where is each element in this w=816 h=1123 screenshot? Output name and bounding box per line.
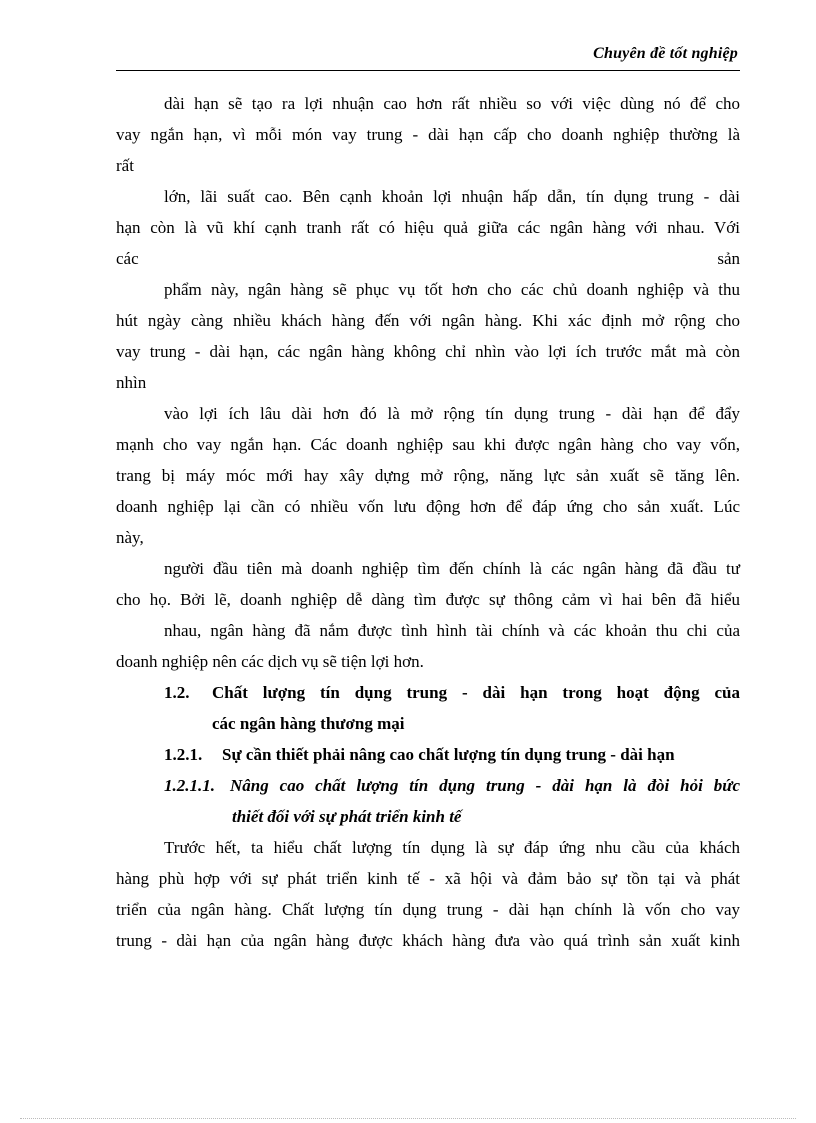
heading-text: Chất lượng tín dụng trung - dài hạn trong hoạt động của xyxy=(212,683,740,702)
heading-text: Nâng cao chất lượng tín dụng trung - dài hạn là đòi hỏi bức xyxy=(230,776,740,795)
text-line-split xyxy=(116,243,740,274)
text-line: mạnh cho vay ngắn hạn. Các doanh nghiệp sau khi được ngân hàng cho vay vốn, xyxy=(116,435,740,454)
text-line: hạn còn là vũ khí cạnh tranh rất có hiệu quả giữa các ngân hàng với nhau. Với xyxy=(116,218,740,237)
text-word: các xyxy=(116,249,139,268)
text-line: trang bị máy móc mới hay xây dựng mở rộng, năng lực sản xuất sẽ tăng lên. xyxy=(116,466,740,485)
text-line: Trước hết, ta hiểu chất lượng tín dụng là sự đáp ứng nhu cầu của khách xyxy=(164,838,740,857)
heading-number: 1.2. xyxy=(164,683,190,702)
heading-1-2 xyxy=(116,677,740,708)
text-line: phẩm này, ngân hàng sẽ phục vụ tốt hơn cho các chủ doanh nghiệp và thu xyxy=(164,280,740,299)
heading-number: 1.2.1.1. xyxy=(164,776,215,795)
running-header-title: Chuyên đề tốt nghiệp xyxy=(593,45,738,62)
text-line: doanh nghiệp lại cần có nhiều vốn lưu động hơn để đáp ứng cho sản xuất. Lúc xyxy=(116,497,740,516)
text-line: dài hạn sẽ tạo ra lợi nhuận cao hơn rất nhiều so với việc dùng nó để cho xyxy=(164,94,740,113)
page-body xyxy=(116,88,740,956)
text-line: doanh nghiệp nên các dịch vụ sẽ tiện lợi hơn. xyxy=(116,652,424,671)
text-word: sản xyxy=(717,249,740,268)
text-line: lớn, lãi suất cao. Bên cạnh khoản lợi nhuận hấp dẫn, tín dụng trung - dài xyxy=(164,187,740,206)
text-line: vay trung - dài hạn, các ngân hàng không chỉ nhìn vào lợi ích trước mắt mà còn xyxy=(116,342,740,361)
heading-1-2-continuation: các ngân hàng thương mại xyxy=(212,714,405,733)
header-rule xyxy=(116,70,740,71)
text-line: vào lợi ích lâu dài hơn đó là mở rộng tín dụng trung - dài hạn để đẩy xyxy=(164,404,740,423)
text-line: nhau, ngân hàng đã nắm được tình hình tài chính và các khoản thu chi của xyxy=(164,621,740,640)
text-line: triển của ngân hàng. Chất lượng tín dụng trung - dài hạn chính là vốn cho vay xyxy=(116,900,740,919)
text-line: người đầu tiên mà doanh nghiệp tìm đến chính là các ngân hàng đã đầu tư xyxy=(164,559,740,578)
text-line: cho họ. Bởi lẽ, doanh nghiệp dễ dàng tìm được sự thông cảm vì hai bên đã hiểu xyxy=(116,590,740,609)
text-line: này, xyxy=(116,528,144,547)
text-line: nhìn xyxy=(116,373,147,392)
text-line: hút ngày càng nhiều khách hàng đến với ngân hàng. Khi xác định mở rộng cho xyxy=(116,311,740,330)
text-line: trung - dài hạn của ngân hàng được khách hàng đưa vào quá trình sản xuất kinh xyxy=(116,931,740,950)
heading-text: Sự cần thiết phải nâng cao chất lượng tín dụng trung - dài hạn xyxy=(222,745,675,764)
heading-1-2-1-1-continuation: thiết đối với sự phát triển kinh tế xyxy=(232,807,462,826)
heading-1-2-1-1 xyxy=(116,770,740,801)
text-line: vay ngắn hạn, vì mỗi món vay trung - dài hạn cấp cho doanh nghiệp thường là xyxy=(116,125,740,144)
heading-number: 1.2.1. xyxy=(164,745,203,764)
text-line: rất xyxy=(116,156,134,175)
text-line: hàng phù hợp với sự phát triển kinh tế - xã hội và đảm bảo sự tồn tại và phát xyxy=(116,869,740,888)
heading-1-2-1 xyxy=(116,739,740,770)
footer-dotted-rule xyxy=(20,1118,796,1119)
